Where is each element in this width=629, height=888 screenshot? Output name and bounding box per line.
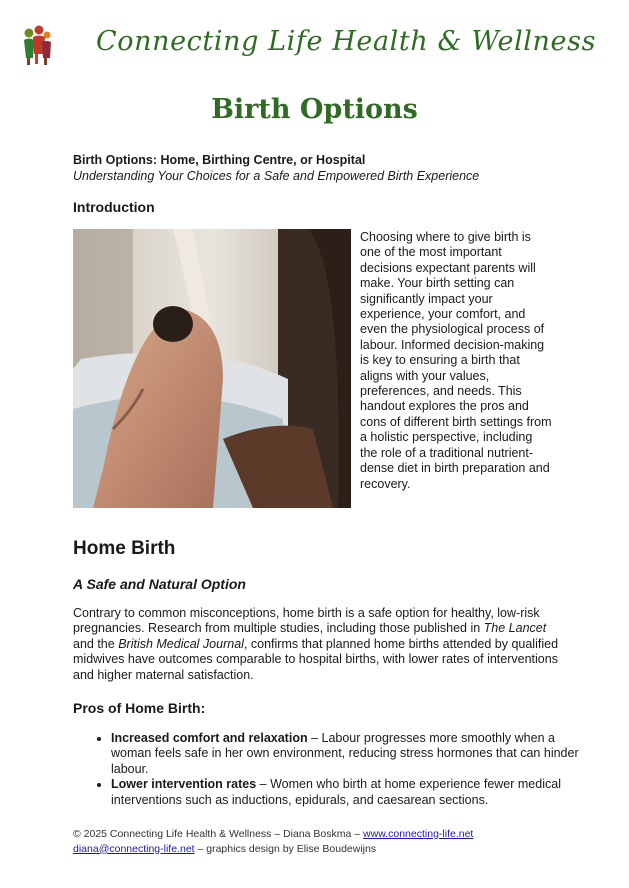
journal-name: The Lancet xyxy=(483,621,547,636)
paragraph-part: , confirms that planned home births attended by qualified midwives have outcomes comparable to hospital births, with lower rates of interventions and higher maternal satisfaction. xyxy=(73,636,559,682)
home-birth-subheading: A Safe and Natural Option xyxy=(73,576,246,592)
website-link[interactable]: www.connecting-life.net xyxy=(363,828,474,840)
journal-name: British Medical Journal xyxy=(118,636,244,651)
email-link[interactable]: diana@connecting-life.net xyxy=(73,842,195,855)
pro-title: Lower intervention rates xyxy=(111,777,257,792)
document-tagline: Understanding Your Choices for a Safe and Empowered Birth Experience xyxy=(73,169,480,183)
paragraph-part: Contrary to common misconceptions, home birth is a safe option for healthy, low-risk pregnancies. Research from multiple studies, including those published in xyxy=(73,606,540,636)
footer-line-1 xyxy=(73,827,473,842)
pros-heading: Pros of Home Birth: xyxy=(73,700,206,716)
paragraph-part: and the xyxy=(73,636,119,651)
footer-line-2 xyxy=(73,842,473,857)
home-birth-paragraph xyxy=(73,606,559,683)
birth-photo xyxy=(73,229,351,508)
pro-text: – Women who birth at home experience fewer medical interventions such as inductions, epidurals, and caesarean sections. xyxy=(111,777,561,807)
family-logo-icon xyxy=(20,24,54,66)
list-item xyxy=(111,731,581,777)
page-header xyxy=(0,0,629,80)
list-item xyxy=(111,777,581,808)
pro-title: Increased comfort and relaxation xyxy=(111,731,308,745)
credit-text: – graphics design by Elise Boudewijns xyxy=(194,842,377,855)
pro-text: – Labour progresses more smoothly when a woman feels safe in her own environment, reducing stress hormones that can hinder labour. xyxy=(111,731,579,776)
pros-list xyxy=(88,731,581,808)
brand-title: Connecting Life Health & Wellness xyxy=(96,26,597,57)
page-footer xyxy=(73,827,473,856)
page-title: Birth Options xyxy=(211,94,418,125)
home-birth-heading: Home Birth xyxy=(73,538,176,559)
document-subheading: Birth Options: Home, Birthing Centre, or Hospital xyxy=(73,153,366,167)
copyright-text: © 2025 Connecting Life Health & Wellness – Diana Boskma – xyxy=(73,828,364,840)
introduction-heading: Introduction xyxy=(73,199,155,215)
introduction-text: Choosing where to give birth is one of the most important decisions expectant parents will make. Your birth setting can significantly impact your experience, your comfort, and even the physiological process of labour. Informed decision-making is key to ensuring a birth that aligns with your values, preferences, and needs. This handout explores the pros and cons of different birth settings from a holistic perspective, including the role of a traditional nutrient-dense diet in birth preparation and recovery. xyxy=(360,230,552,491)
